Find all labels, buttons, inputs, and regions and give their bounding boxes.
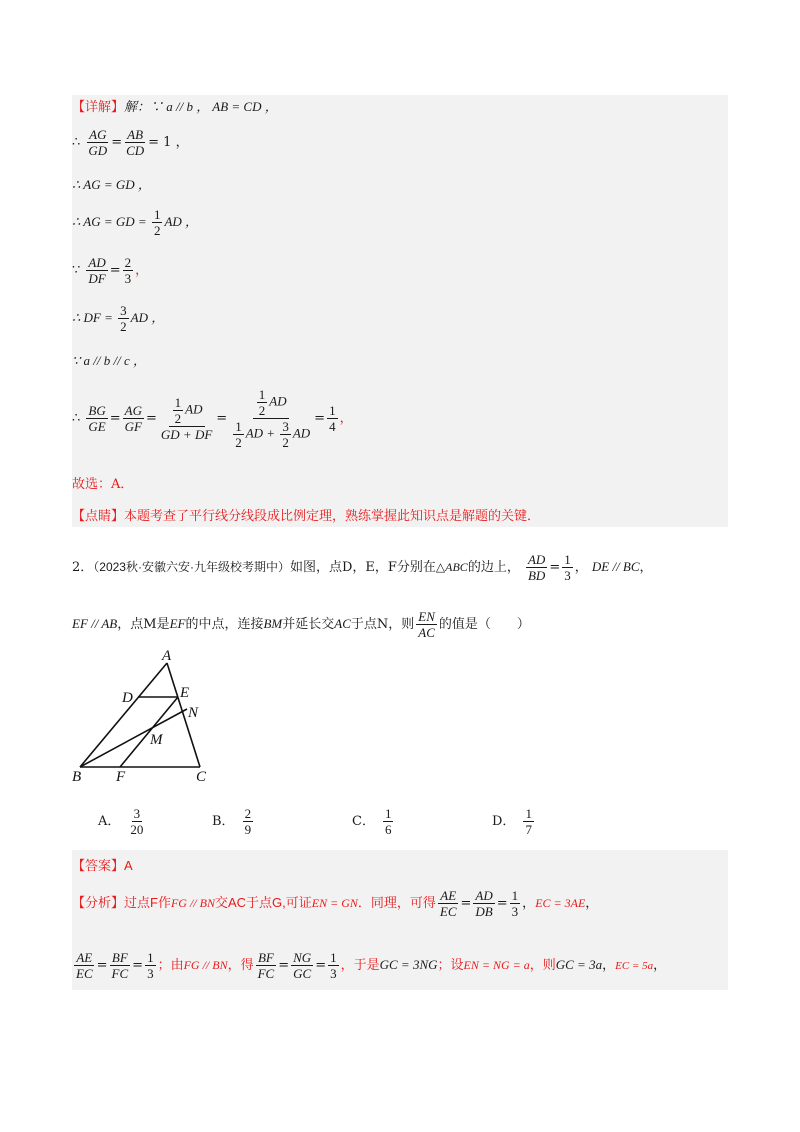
bg-ge-line: ∴ $\frac{BG}{GE}$ = $\frac{AG}{GF}$ = $\frac{1}{2}$ AD GD + DF = $\frac{1}{2}$ AD $\frac{1}{2}$ AD + $\frac{3}{2}$ AD = $\frac{1}{4}$ ， [72, 387, 353, 450]
label-m: M [150, 732, 163, 748]
parallel-de-bc: DE // BC [591, 559, 640, 574]
question-stem-line1: 2．（2023秋·安徽六安·九年级校考期中）如图，点D，E，F分别在△ABC的边上， $\frac{AD}{BD}$ = $\frac{1}{3}$ ， DE // BC， [72, 552, 653, 583]
conclusion-line: 故选：A． [72, 477, 134, 492]
df-line: ∴ DF = $\frac{3}{2}$ AD ， [72, 303, 165, 334]
abc-parallel-line: ∵ a // b // c ， [72, 353, 146, 368]
triangle-figure [70, 645, 220, 785]
segment-bn [80, 709, 187, 767]
analysis-line2: $\frac{AE}{EC}$ = $\frac{BF}{FC}$ = $\frac{1}{3}$ ；由FG // BN，得 $\frac{BF}{FC}$ = $\frac{NG}{GC}$ = $\frac{1}{3}$ ，于是GC = 3NG；设EN = NG = a，则GC = 3a，EC = 5a， [76, 950, 667, 981]
ratio-line-1: ∴ $\frac{AG}{GD}$ = $\frac{AB}{CD}$ = 1 ， [72, 127, 189, 158]
option-b[interactable]: B． $\frac{2}{9}$ [212, 806, 252, 837]
analysis-line1: 【分析】过点F作FG // BN交AC于点G,可证EN = GN．同理，可得 $\frac{AE}{EC}$ = $\frac{AD}{DB}$ = $\frac{1}{3}$ ，EC = 3AE， [72, 888, 599, 919]
label-b: B [72, 769, 82, 785]
detail-line [72, 99, 278, 116]
answer-line [72, 858, 133, 875]
answer-label: 【答案】 [72, 858, 125, 873]
detail-label: 【详解】 [72, 99, 125, 114]
label-n: N [188, 705, 199, 721]
option-a[interactable]: A． $\frac{3}{20}$ [98, 806, 144, 837]
question-stem-line2: EF // AB，点M是EF的中点，连接BM并延长交AC于点N，则 $\frac{EN}{AC}$ 的值是（ ） [72, 609, 530, 640]
analysis-label: 【分析】 [72, 895, 125, 910]
detail-text: 解：∵ a // b ， AB = CD ， [124, 99, 278, 114]
answer-block [72, 850, 728, 990]
label-a: A [162, 648, 172, 664]
remark-label: 【点睛】 [72, 508, 125, 523]
label-d: D [122, 690, 133, 706]
answer-value: A [124, 858, 133, 873]
ag-gd-half-line: ∴ AG = GD = $\frac{1}{2}$ AD ， [72, 207, 199, 238]
ad-df-line: ∵ $\frac{AD}{DF}$ = $\frac{2}{3}$ ， [72, 255, 149, 286]
segment-ef [120, 697, 178, 767]
label-f: F [116, 769, 126, 785]
solution-block [72, 95, 728, 527]
option-c[interactable]: C． $\frac{1}{6}$ [352, 806, 392, 837]
ag-gd-line: ∴ AG = GD ， [72, 177, 151, 192]
question-source: （2023秋·安徽六安·九年级校考期中） [93, 560, 290, 574]
question-number: 2． [72, 560, 94, 575]
segment-ab [80, 663, 167, 767]
label-e: E [180, 685, 190, 701]
remark-line [72, 508, 540, 525]
label-c: C [196, 769, 207, 785]
remark-text: 本题考查了平行线分线段成比例定理，熟练掌握此知识点是解题的关键． [124, 508, 541, 523]
option-d[interactable]: D． $\frac{1}{7}$ [492, 806, 532, 837]
